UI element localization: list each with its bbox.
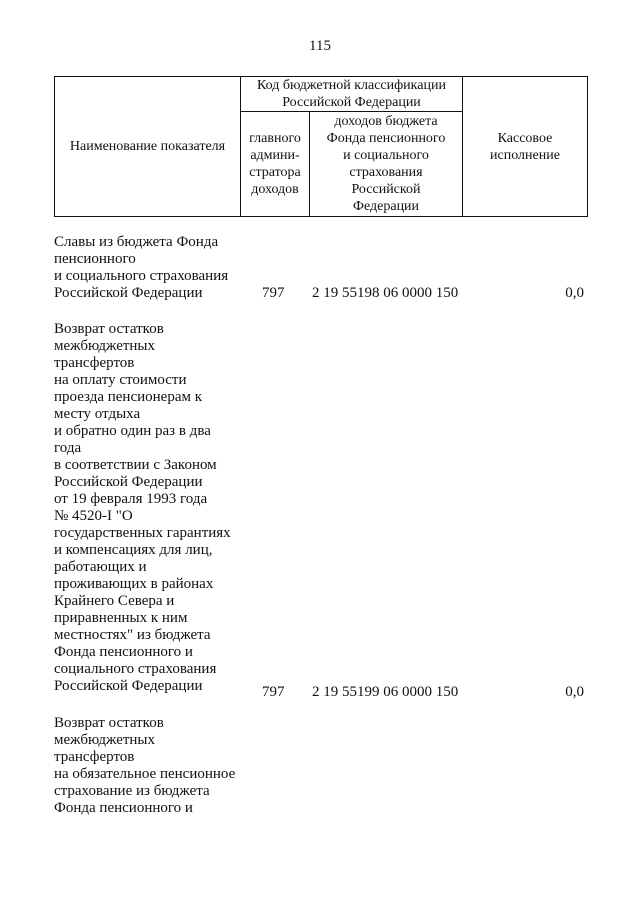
column-header-income-line-5: Российской — [351, 182, 421, 197]
row-admin-code: 797 — [262, 285, 285, 301]
column-header-name-text: Наименование показателя — [69, 139, 226, 154]
column-header-cash-line-2: исполнение — [490, 147, 560, 163]
column-header-code-line-2: Российской Федерации — [282, 95, 421, 110]
row-amount: 0,0 — [565, 684, 584, 700]
column-header-code-group — [240, 76, 463, 112]
row-name: Возврат остатков межбюджетных трансфертов на обязательное пенсионное страхование из бюджета Фонда пенсионного и — [54, 715, 236, 816]
row-income-code: 2 19 55198 06 0000 150 — [312, 285, 459, 301]
row-amount: 0,0 — [565, 285, 584, 301]
column-header-income-line-6: Федерации — [352, 199, 420, 214]
column-header-income-line-1: доходов бюджета — [334, 114, 438, 129]
row-admin-code: 797 — [262, 684, 285, 700]
column-header-name — [54, 76, 241, 217]
column-header-admin-line-4: доходов — [251, 182, 299, 197]
row-name: Возврат остатков межбюджетных трансфертов на оплату стоимости проезда пенсионерам к месту отдыха и обратно один раз в два года в соответствии с Законом Российской Федерации от 19 февраля 1993 года № 4520-I "О государственных гарантиях и компенсациях для лиц, работающих и проживающих в районах Крайнего Севера и приравненных к ним местностях" из бюджета Фонда пенсионного и социального страхования Российской Федерации — [54, 321, 231, 694]
row-income-code: 2 19 55199 06 0000 150 — [312, 684, 459, 700]
column-header-code-line-1: Код бюджетной классификации — [257, 78, 446, 93]
column-header-admin-line-1: главного — [249, 131, 301, 146]
column-header-cash-line-1: Кассовое — [497, 130, 553, 146]
column-header-income — [309, 111, 463, 217]
column-header-admin — [240, 111, 310, 217]
column-header-admin-line-2: админи- — [250, 148, 300, 163]
column-header-cash — [462, 76, 588, 217]
column-header-income-line-3: и социального — [343, 148, 429, 163]
column-header-income-line-4: страхования — [349, 165, 423, 180]
row-name: Славы из бюджета Фонда пенсионного и социального страхования Российской Федерации — [54, 234, 229, 301]
page-number: 115 — [309, 38, 331, 54]
column-header-admin-line-3: стратора — [249, 165, 301, 180]
column-header-income-line-2: Фонда пенсионного — [326, 131, 446, 146]
